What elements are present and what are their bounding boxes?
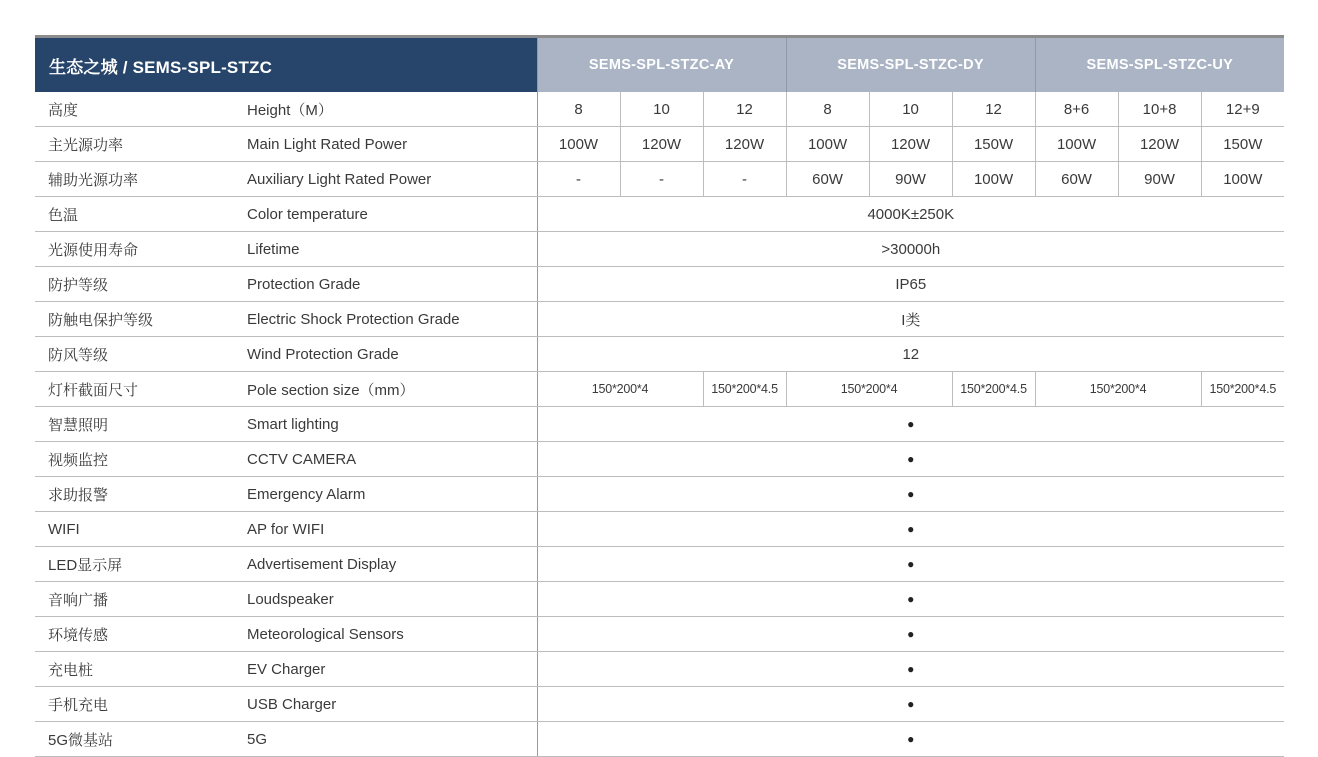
- value-cell: 150*200*4: [1035, 372, 1201, 407]
- table-title: 生态之城 / SEMS-SPL-STZC: [35, 37, 537, 93]
- value-cell: 12: [703, 92, 786, 127]
- spec-table-body: [35, 92, 1284, 757]
- merged-value-cell: IP65: [537, 267, 1284, 302]
- feature-bullet-cell: ●: [537, 442, 1284, 477]
- table-row: [35, 442, 1284, 477]
- table-row: [35, 267, 1284, 302]
- value-cell: -: [620, 162, 703, 197]
- row-label-zh: 防触电保护等级: [35, 302, 245, 337]
- row-label-zh: 主光源功率: [35, 127, 245, 162]
- table-row: [35, 512, 1284, 547]
- feature-bullet-cell: ●: [537, 547, 1284, 582]
- row-label-zh: 手机充电: [35, 687, 245, 722]
- value-cell: 8+6: [1035, 92, 1118, 127]
- group-header-uy: SEMS-SPL-STZC-UY: [1035, 37, 1284, 93]
- value-cell: 150*200*4.5: [703, 372, 786, 407]
- table-row: [35, 197, 1284, 232]
- row-label-zh: 智慧照明: [35, 407, 245, 442]
- row-label-en: Pole section size（mm）: [245, 372, 537, 407]
- row-label-zh: WIFI: [35, 512, 245, 547]
- value-cell: 60W: [786, 162, 869, 197]
- feature-bullet-cell: ●: [537, 687, 1284, 722]
- row-label-en: Main Light Rated Power: [245, 127, 537, 162]
- row-label-zh: 5G微基站: [35, 722, 245, 757]
- value-cell: 10: [869, 92, 952, 127]
- value-cell: 100W: [952, 162, 1035, 197]
- value-cell: 100W: [1201, 162, 1284, 197]
- group-header-ay: SEMS-SPL-STZC-AY: [537, 37, 786, 93]
- row-label-en: Auxiliary Light Rated Power: [245, 162, 537, 197]
- value-cell: 100W: [786, 127, 869, 162]
- value-cell: 12+9: [1201, 92, 1284, 127]
- value-cell: 100W: [537, 127, 620, 162]
- row-label-en: AP for WIFI: [245, 512, 537, 547]
- row-label-en: Loudspeaker: [245, 582, 537, 617]
- table-row: [35, 407, 1284, 442]
- table-row: [35, 232, 1284, 267]
- merged-value-cell: 4000K±250K: [537, 197, 1284, 232]
- row-label-en: 5G: [245, 722, 537, 757]
- table-row: [35, 162, 1284, 197]
- value-cell: 120W: [1118, 127, 1201, 162]
- row-label-en: USB Charger: [245, 687, 537, 722]
- row-label-zh: LED显示屏: [35, 547, 245, 582]
- row-label-en: EV Charger: [245, 652, 537, 687]
- row-label-zh: 音响广播: [35, 582, 245, 617]
- table-row: [35, 617, 1284, 652]
- value-cell: 120W: [703, 127, 786, 162]
- row-label-en: CCTV CAMERA: [245, 442, 537, 477]
- table-row: [35, 337, 1284, 372]
- table-header-row: [35, 37, 1284, 93]
- value-cell: -: [703, 162, 786, 197]
- feature-bullet-cell: ●: [537, 582, 1284, 617]
- value-cell: 90W: [869, 162, 952, 197]
- feature-bullet-cell: ●: [537, 652, 1284, 687]
- value-cell: 150*200*4: [537, 372, 703, 407]
- row-label-en: Emergency Alarm: [245, 477, 537, 512]
- value-cell: 150W: [952, 127, 1035, 162]
- table-row: [35, 92, 1284, 127]
- row-label-en: Electric Shock Protection Grade: [245, 302, 537, 337]
- row-label-zh: 高度: [35, 92, 245, 127]
- row-label-en: Meteorological Sensors: [245, 617, 537, 652]
- table-row: [35, 302, 1284, 337]
- row-label-zh: 求助报警: [35, 477, 245, 512]
- row-label-en: Wind Protection Grade: [245, 337, 537, 372]
- feature-bullet-cell: ●: [537, 512, 1284, 547]
- table-row: [35, 127, 1284, 162]
- row-label-en: Color temperature: [245, 197, 537, 232]
- value-cell: -: [537, 162, 620, 197]
- value-cell: 150*200*4.5: [1201, 372, 1284, 407]
- value-cell: 150W: [1201, 127, 1284, 162]
- feature-bullet-cell: ●: [537, 407, 1284, 442]
- feature-bullet-cell: ●: [537, 617, 1284, 652]
- row-label-zh: 防护等级: [35, 267, 245, 302]
- row-label-en: Protection Grade: [245, 267, 537, 302]
- row-label-en: Advertisement Display: [245, 547, 537, 582]
- value-cell: 10+8: [1118, 92, 1201, 127]
- row-label-en: Lifetime: [245, 232, 537, 267]
- value-cell: 10: [620, 92, 703, 127]
- value-cell: 150*200*4: [786, 372, 952, 407]
- row-label-zh: 视频监控: [35, 442, 245, 477]
- table-row: [35, 547, 1284, 582]
- value-cell: 8: [786, 92, 869, 127]
- group-header-dy: SEMS-SPL-STZC-DY: [786, 37, 1035, 93]
- row-label-en: Smart lighting: [245, 407, 537, 442]
- feature-bullet-cell: ●: [537, 722, 1284, 757]
- row-label-zh: 辅助光源功率: [35, 162, 245, 197]
- row-label-zh: 防风等级: [35, 337, 245, 372]
- table-row: [35, 477, 1284, 512]
- row-label-zh: 环境传感: [35, 617, 245, 652]
- table-row: [35, 687, 1284, 722]
- row-label-zh: 色温: [35, 197, 245, 232]
- table-row: [35, 722, 1284, 757]
- value-cell: 12: [952, 92, 1035, 127]
- table-row: [35, 652, 1284, 687]
- value-cell: 100W: [1035, 127, 1118, 162]
- row-label-zh: 充电桩: [35, 652, 245, 687]
- table-row: [35, 582, 1284, 617]
- value-cell: 120W: [620, 127, 703, 162]
- row-label-en: Height（M）: [245, 92, 537, 127]
- table-row: [35, 372, 1284, 407]
- value-cell: 150*200*4.5: [952, 372, 1035, 407]
- row-label-zh: 光源使用寿命: [35, 232, 245, 267]
- value-cell: 90W: [1118, 162, 1201, 197]
- value-cell: 8: [537, 92, 620, 127]
- value-cell: 60W: [1035, 162, 1118, 197]
- merged-value-cell: 12: [537, 337, 1284, 372]
- merged-value-cell: >30000h: [537, 232, 1284, 267]
- value-cell: 120W: [869, 127, 952, 162]
- row-label-zh: 灯杆截面尺寸: [35, 372, 245, 407]
- feature-bullet-cell: ●: [537, 477, 1284, 512]
- merged-value-cell: I类: [537, 302, 1284, 337]
- spec-table: [35, 35, 1284, 757]
